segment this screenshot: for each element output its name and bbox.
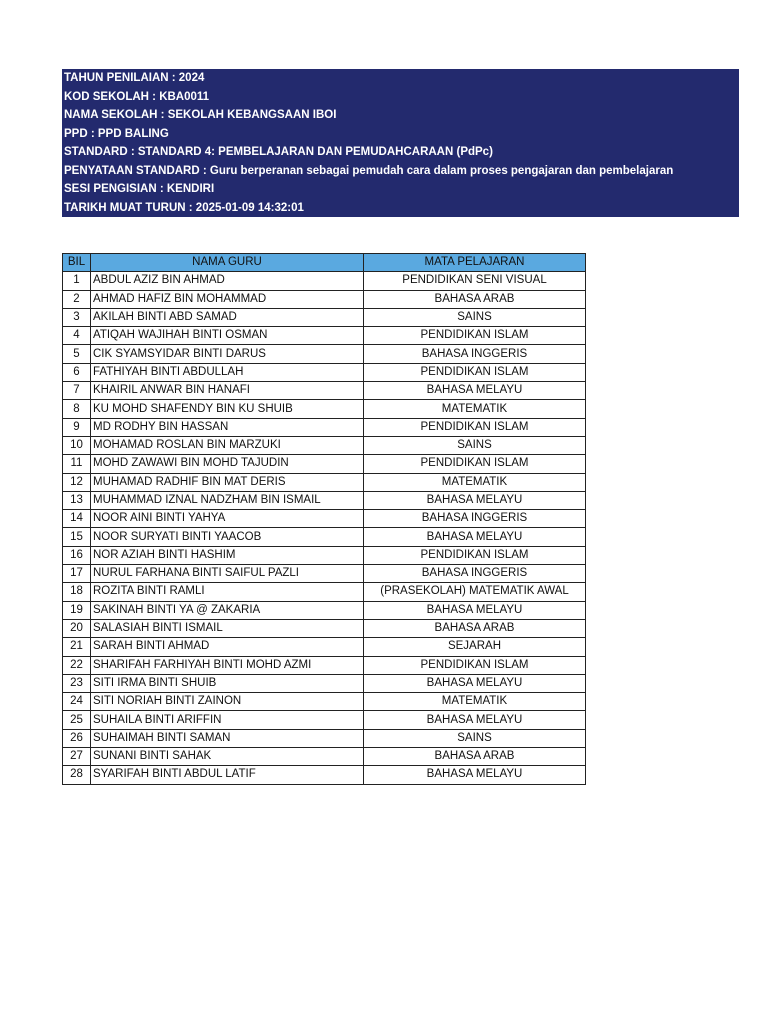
cell-bil: 3 — [63, 308, 91, 326]
table-row — [63, 638, 586, 656]
cell-mata-pelajaran: PENDIDIKAN SENI VISUAL — [364, 272, 586, 290]
column-header-nama-guru: NAMA GURU — [91, 254, 364, 272]
cell-nama-guru: SUHAIMAH BINTI SAMAN — [91, 729, 364, 747]
cell-bil: 10 — [63, 436, 91, 454]
cell-nama-guru: SITI IRMA BINTI SHUIB — [91, 674, 364, 692]
cell-nama-guru: SUNANI BINTI SAHAK — [91, 748, 364, 766]
cell-bil: 2 — [63, 290, 91, 308]
cell-bil: 17 — [63, 565, 91, 583]
table-row — [63, 693, 586, 711]
cell-mata-pelajaran: BAHASA MELAYU — [364, 711, 586, 729]
table-row — [63, 656, 586, 674]
cell-mata-pelajaran: BAHASA ARAB — [364, 748, 586, 766]
table-row — [63, 455, 586, 473]
cell-mata-pelajaran: SAINS — [364, 436, 586, 454]
cell-nama-guru: MOHAMAD ROSLAN BIN MARZUKI — [91, 436, 364, 454]
cell-bil: 9 — [63, 418, 91, 436]
table-row — [63, 748, 586, 766]
cell-bil: 25 — [63, 711, 91, 729]
table-row — [63, 418, 586, 436]
table-row — [63, 382, 586, 400]
cell-mata-pelajaran: SAINS — [364, 729, 586, 747]
header-tarikh-muat-turun: TARIKH MUAT TURUN : 2025-01-09 14:32:01 — [64, 201, 304, 214]
cell-bil: 11 — [63, 455, 91, 473]
cell-mata-pelajaran: BAHASA MELAYU — [364, 766, 586, 784]
header-sesi-pengisian: SESI PENGISIAN : KENDIRI — [64, 183, 215, 195]
cell-bil: 27 — [63, 748, 91, 766]
cell-mata-pelajaran: PENDIDIKAN ISLAM — [364, 363, 586, 381]
table-row — [63, 528, 586, 546]
cell-nama-guru: AKILAH BINTI ABD SAMAD — [91, 308, 364, 326]
cell-nama-guru: SUHAILA BINTI ARIFFIN — [91, 711, 364, 729]
cell-bil: 22 — [63, 656, 91, 674]
table-row — [63, 308, 586, 326]
cell-mata-pelajaran: MATEMATIK — [364, 473, 586, 491]
cell-bil: 24 — [63, 693, 91, 711]
cell-mata-pelajaran: PENDIDIKAN ISLAM — [364, 546, 586, 564]
header-tahun-penilaian: TAHUN PENILAIAN : 2024 — [64, 72, 205, 84]
table-row — [63, 400, 586, 418]
cell-nama-guru: SYARIFAH BINTI ABDUL LATIF — [91, 766, 364, 784]
cell-nama-guru: MD RODHY BIN HASSAN — [91, 418, 364, 436]
cell-nama-guru: ABDUL AZIZ BIN AHMAD — [91, 272, 364, 290]
cell-mata-pelajaran: BAHASA MELAYU — [364, 674, 586, 692]
table-row — [63, 363, 586, 381]
cell-mata-pelajaran: BAHASA MELAYU — [364, 601, 586, 619]
cell-nama-guru: KU MOHD SHAFENDY BIN KU SHUIB — [91, 400, 364, 418]
table-row — [63, 327, 586, 345]
table-row — [63, 674, 586, 692]
table-row — [63, 766, 586, 784]
table-body — [63, 272, 586, 784]
cell-mata-pelajaran: PENDIDIKAN ISLAM — [364, 418, 586, 436]
column-header-bil: BIL — [63, 254, 91, 272]
table-row — [63, 290, 586, 308]
cell-bil: 15 — [63, 528, 91, 546]
report-header — [62, 69, 739, 217]
cell-mata-pelajaran: BAHASA MELAYU — [364, 528, 586, 546]
header-ppd: PPD : PPD BALING — [64, 127, 169, 140]
table-header-row — [63, 254, 586, 272]
cell-mata-pelajaran: MATEMATIK — [364, 400, 586, 418]
cell-mata-pelajaran: BAHASA ARAB — [364, 619, 586, 637]
cell-mata-pelajaran: PENDIDIKAN ISLAM — [364, 455, 586, 473]
cell-bil: 6 — [63, 363, 91, 381]
cell-bil: 5 — [63, 345, 91, 363]
cell-bil: 21 — [63, 638, 91, 656]
cell-bil: 12 — [63, 473, 91, 491]
cell-mata-pelajaran: BAHASA ARAB — [364, 290, 586, 308]
cell-mata-pelajaran: BAHASA INGGERIS — [364, 510, 586, 528]
cell-mata-pelajaran: MATEMATIK — [364, 693, 586, 711]
cell-bil: 8 — [63, 400, 91, 418]
table-row — [63, 510, 586, 528]
cell-mata-pelajaran: PENDIDIKAN ISLAM — [364, 327, 586, 345]
cell-nama-guru: ATIQAH WAJIHAH BINTI OSMAN — [91, 327, 364, 345]
cell-mata-pelajaran: BAHASA INGGERIS — [364, 345, 586, 363]
cell-mata-pelajaran: SAINS — [364, 308, 586, 326]
table-row — [63, 711, 586, 729]
column-header-mata-pelajaran: MATA PELAJARAN — [364, 254, 586, 272]
table-row — [63, 565, 586, 583]
cell-mata-pelajaran: BAHASA INGGERIS — [364, 565, 586, 583]
cell-nama-guru: AHMAD HAFIZ BIN MOHAMMAD — [91, 290, 364, 308]
cell-nama-guru: KHAIRIL ANWAR BIN HANAFI — [91, 382, 364, 400]
cell-nama-guru: NURUL FARHANA BINTI SAIFUL PAZLI — [91, 565, 364, 583]
cell-nama-guru: CIK SYAMSYIDAR BINTI DARUS — [91, 345, 364, 363]
table-row — [63, 473, 586, 491]
table-row — [63, 345, 586, 363]
cell-nama-guru: SARAH BINTI AHMAD — [91, 638, 364, 656]
cell-nama-guru: NOOR SURYATI BINTI YAACOB — [91, 528, 364, 546]
cell-nama-guru: MOHD ZAWAWI BIN MOHD TAJUDIN — [91, 455, 364, 473]
table-row — [63, 491, 586, 509]
cell-nama-guru: ROZITA BINTI RAMLI — [91, 583, 364, 601]
header-kod-sekolah: KOD SEKOLAH : KBA0011 — [64, 90, 210, 103]
cell-nama-guru: SAKINAH BINTI YA @ ZAKARIA — [91, 601, 364, 619]
cell-bil: 16 — [63, 546, 91, 564]
cell-bil: 14 — [63, 510, 91, 528]
cell-nama-guru: MUHAMMAD IZNAL NADZHAM BIN ISMAIL — [91, 491, 364, 509]
cell-bil: 4 — [63, 327, 91, 345]
header-standard: STANDARD : STANDARD 4: PEMBELAJARAN DAN PEMUDAHCARAAN (PdPc) — [64, 146, 493, 158]
table-row — [63, 546, 586, 564]
cell-nama-guru: SHARIFAH FARHIYAH BINTI MOHD AZMI — [91, 656, 364, 674]
cell-mata-pelajaran: BAHASA MELAYU — [364, 491, 586, 509]
cell-mata-pelajaran: SEJARAH — [364, 638, 586, 656]
cell-nama-guru: NOOR AINI BINTI YAHYA — [91, 510, 364, 528]
cell-bil: 20 — [63, 619, 91, 637]
cell-bil: 13 — [63, 491, 91, 509]
table-row — [63, 436, 586, 454]
cell-bil: 18 — [63, 583, 91, 601]
header-penyataan-standard: PENYATAAN STANDARD : Guru berperanan sebagai pemudah cara dalam proses pengajaran dan pembelajaran — [64, 164, 674, 177]
table-row — [63, 601, 586, 619]
table-row — [63, 272, 586, 290]
table-row — [63, 619, 586, 637]
header-nama-sekolah: NAMA SEKOLAH : SEKOLAH KEBANGSAAN IBOI — [64, 109, 337, 121]
cell-nama-guru: MUHAMAD RADHIF BIN MAT DERIS — [91, 473, 364, 491]
cell-nama-guru: NOR AZIAH BINTI HASHIM — [91, 546, 364, 564]
cell-bil: 19 — [63, 601, 91, 619]
cell-nama-guru: SITI NORIAH BINTI ZAINON — [91, 693, 364, 711]
cell-mata-pelajaran: PENDIDIKAN ISLAM — [364, 656, 586, 674]
cell-bil: 28 — [63, 766, 91, 784]
cell-mata-pelajaran: BAHASA MELAYU — [364, 382, 586, 400]
cell-bil: 23 — [63, 674, 91, 692]
cell-bil: 1 — [63, 272, 91, 290]
cell-nama-guru: SALASIAH BINTI ISMAIL — [91, 619, 364, 637]
table-row — [63, 729, 586, 747]
cell-nama-guru: FATHIYAH BINTI ABDULLAH — [91, 363, 364, 381]
cell-mata-pelajaran: (PRASEKOLAH) MATEMATIK AWAL — [364, 583, 586, 601]
teacher-table — [62, 253, 586, 785]
cell-bil: 7 — [63, 382, 91, 400]
table-row — [63, 583, 586, 601]
cell-bil: 26 — [63, 729, 91, 747]
